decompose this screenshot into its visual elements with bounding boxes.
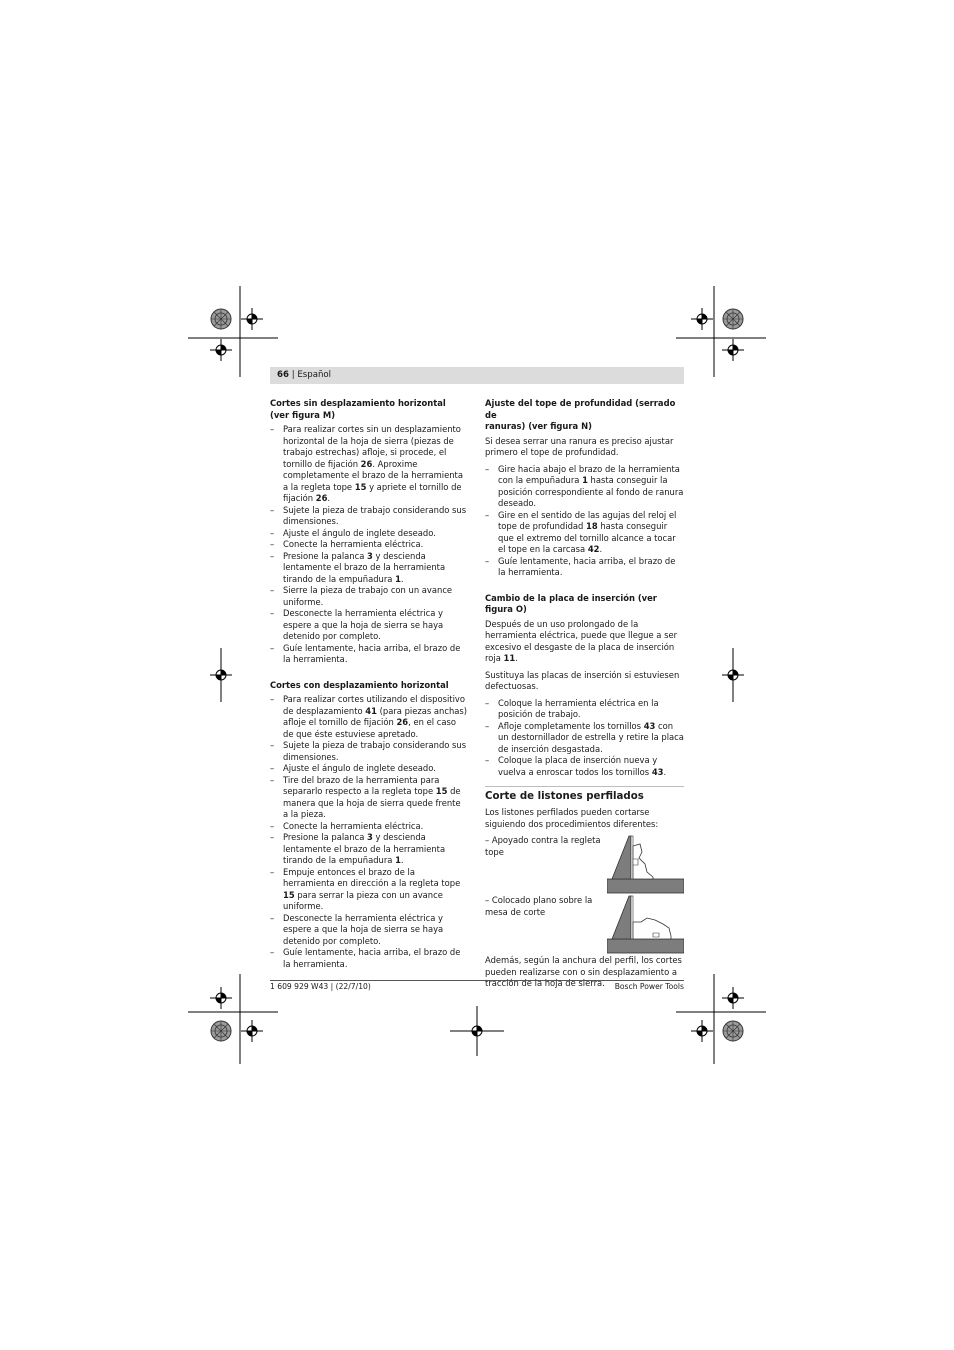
list-item: – Presione la palanca 3 y descienda lentamente el brazo de la herramienta tirando de la empuñadura 1. xyxy=(270,551,468,586)
footer-brand: Bosch Power Tools xyxy=(614,982,684,991)
list-item: – Coloque la herramienta eléctrica en la posición de trabajo. xyxy=(485,698,684,721)
figure-row xyxy=(485,895,684,955)
list-item: – Tire del brazo de la herramienta para separarlo respecto a la regleta tope 15 de manera que la hoja de sierra quede frente a la pieza. xyxy=(270,775,468,821)
registration-disc-icon xyxy=(211,1021,231,1041)
paragraph: Sustituya las placas de inserción si estuviesen defectuosas. xyxy=(485,669,680,691)
header-bar xyxy=(270,367,684,384)
part-number: 15 xyxy=(435,786,448,796)
part-number: 26 xyxy=(315,493,328,503)
left-column xyxy=(270,398,468,978)
profile-flat-on-table-figure xyxy=(607,894,684,954)
registration-cross-icon xyxy=(210,339,232,361)
registration-cross-icon xyxy=(691,1020,713,1042)
list-item: – Presione la palanca 3 y descienda lentamente el brazo de la herramienta tirando de la empuñadura 1. xyxy=(270,832,468,867)
profile-against-fence-figure xyxy=(607,834,684,894)
part-number: 43 xyxy=(651,766,664,777)
section-heading: Cortes con desplazamiento horizontal xyxy=(270,679,449,690)
step-list xyxy=(485,464,684,579)
list-item: – Para realizar cortes utilizando el dispositivo de desplazamiento 41 (para piezas anchas) afloje el tornillo de fijación 26, en el caso de que éste estuviese apretado. xyxy=(270,694,468,740)
list-item: – Guíe lentamente, hacia arriba, el brazo de la herramienta. xyxy=(270,947,468,970)
part-number: 41 xyxy=(365,705,377,716)
registration-cross-icon xyxy=(210,987,232,1009)
part-number: 15 xyxy=(354,481,367,492)
registration-cross-icon xyxy=(722,987,744,1009)
list-item: – Conecte la herramienta eléctrica. xyxy=(270,821,468,833)
right-column xyxy=(485,398,684,995)
part-number: 11 xyxy=(503,653,516,663)
list-item: – Para realizar cortes sin un desplazamiento horizontal de la hoja de sierra (piezas de trabajo estrechas) afloje, si procede, el tornillo de fijación 26. Aproxime completamente el brazo de la herramienta a la regleta tope 15 y apriete el tornillo de fijación 26. xyxy=(270,424,468,505)
header-language: Español xyxy=(297,370,332,380)
list-item: – Coloque la placa de inserción nueva y vuelva a enroscar todos los tornillos 43. xyxy=(485,755,684,778)
part-number: 15 xyxy=(283,889,295,900)
figure-row xyxy=(485,835,684,895)
footer-doc-id: 1 609 929 W43 | (22/7/10) xyxy=(270,982,371,991)
list-item: – Sierre la pieza de trabajo con un avance uniforme. xyxy=(270,585,468,608)
registration-disc-icon xyxy=(723,309,743,329)
step-list xyxy=(485,698,684,779)
section-heading: Cortes sin desplazamiento horizontal (ver figura M) xyxy=(270,398,446,420)
list-item: – Sujete la pieza de trabajo considerando sus dimensiones. xyxy=(270,740,468,763)
registration-cross-icon xyxy=(241,1020,263,1042)
paragraph: Si desea serrar una ranura es preciso ajustar primero el tope de profundidad. xyxy=(485,435,674,457)
list-item: – Desconecte la herramienta eléctrica y espere a que la hoja de sierra se haya detenido por completo. xyxy=(270,913,468,948)
part-number: 1 xyxy=(395,855,401,865)
list-item: – Empuje entonces el brazo de la herramienta en dirección a la regleta tope 15 para serrar la pieza con un avance uniforme. xyxy=(270,867,468,913)
list-item: – Conecte la herramienta eléctrica. xyxy=(270,539,468,551)
section-heading: Ajuste del tope de profundidad (serrado de ranuras) (ver figura N) xyxy=(485,398,676,431)
list-item: – Afloje completamente los tornillos 43 con un destornillador de estrella y retire la placa de inserción desgastada. xyxy=(485,721,684,756)
list-item: – Gire hacia abajo el brazo de la herramienta con la empuñadura 1 hasta conseguir la posición correspondiente al fondo de ranura deseado. xyxy=(485,464,684,510)
part-number: 1 xyxy=(395,573,401,584)
list-item: – Guíe lentamente, hacia arriba, el brazo de la herramienta. xyxy=(485,556,684,579)
figure-label: – Apoyado contra la regleta tope xyxy=(485,835,601,857)
part-number: 3 xyxy=(367,832,373,842)
paragraph: Los listones perfilados pueden cortarse siguiendo dos procedimientos diferentes: xyxy=(485,807,659,829)
paragraph: Además, según la anchura del perfil, los cortes pueden realizarse con o sin desplazamiento a tracción de la hoja de sierra. xyxy=(485,955,682,988)
part-number: 26 xyxy=(360,458,373,469)
part-number: 43 xyxy=(643,720,656,731)
list-item: – Desconecte la herramienta eléctrica y espere a que la hoja de sierra se haya detenido por completo. xyxy=(270,608,468,643)
part-number: 26 xyxy=(396,717,409,727)
header-separator: | xyxy=(288,370,298,380)
part-number: 18 xyxy=(586,521,598,531)
list-item: – Gire en el sentido de las agujas del reloj el tope de profundidad 18 hasta conseguir que el extremo del tornillo alcance a tocar el tope en la carcasa 42. xyxy=(485,510,684,556)
footer-rule xyxy=(270,980,684,981)
paragraph: Después de un uso prolongado de la herramienta eléctrica, puede que llegue a ser excesivo el desgaste de la placa de inserción roja 11. xyxy=(485,618,678,663)
part-number: 1 xyxy=(582,475,588,485)
step-list xyxy=(270,694,468,970)
step-list xyxy=(270,424,468,666)
list-item: – Ajuste el ángulo de inglete deseado. xyxy=(270,763,468,775)
registration-cross-icon xyxy=(691,308,713,330)
section-title: Corte de listones perfilados xyxy=(485,791,644,802)
registration-cross-icon xyxy=(722,339,744,361)
list-item: – Sujete la pieza de trabajo considerando sus dimensiones. xyxy=(270,505,468,528)
part-number: 42 xyxy=(587,544,600,554)
section-heading: Cambio de la placa de inserción (ver figura O) xyxy=(485,592,657,614)
registration-cross-icon xyxy=(241,308,263,330)
page-header xyxy=(277,369,331,381)
page-number: 66 xyxy=(277,370,289,380)
registration-disc-icon xyxy=(211,309,231,329)
part-number: 3 xyxy=(367,550,373,561)
figure-label: – Colocado plano sobre la mesa de corte xyxy=(485,895,593,917)
registration-disc-icon xyxy=(723,1021,743,1041)
list-item: – Guíe lentamente, hacia arriba, el brazo de la herramienta. xyxy=(270,643,468,666)
list-item: – Ajuste el ángulo de inglete deseado. xyxy=(270,528,468,540)
section-divider xyxy=(485,786,684,787)
